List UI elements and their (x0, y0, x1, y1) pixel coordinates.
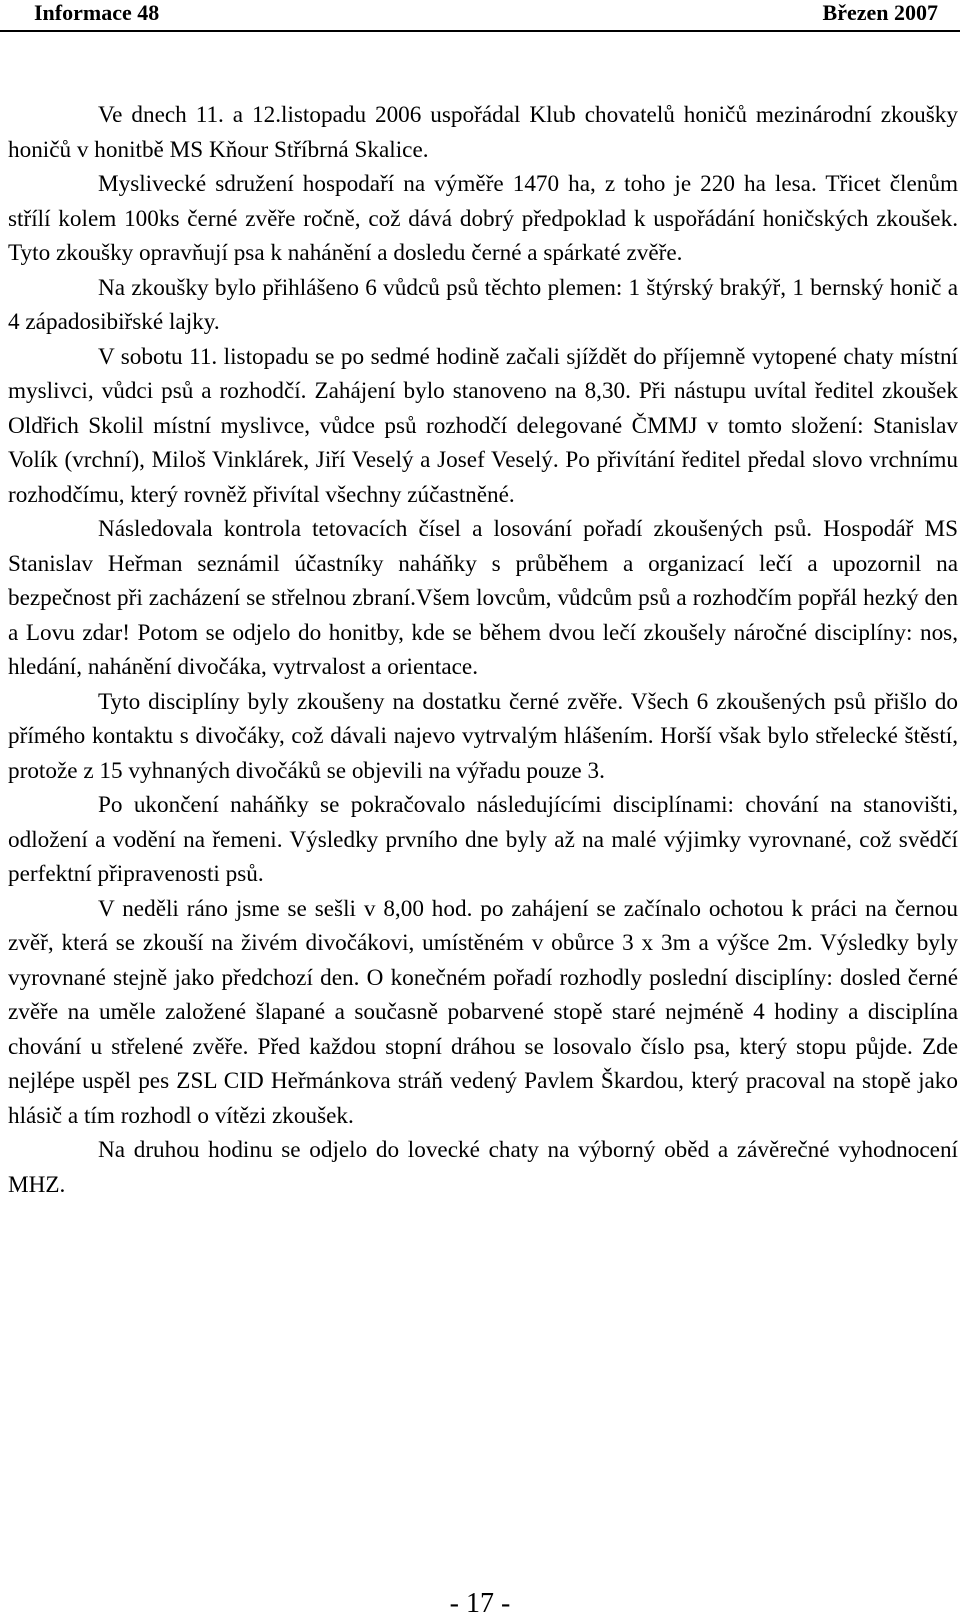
paragraph: Tyto disciplíny byly zkoušeny na dostatku černé zvěře. Všech 6 zkoušených psů přišlo do přímého kontaktu s divočáky, což dávali najevo vytrvalým hlášením. Horší však bylo střelecké štěstí, protože z 15 vyhnaných divočáků se objevili na výřadu pouze 3. (8, 688, 958, 784)
paragraph: Po ukončení naháňky se pokračovalo následujícími disciplínami: chování na stanovišti, odložení a vodění na řemeni. Výsledky prvního dne byly až na malé výjimky vyrovnané, což svědčí perfektní připravenosti psů. (8, 792, 958, 887)
header-publication: Informace 48 (34, 0, 160, 25)
paragraph: Následovala kontrola tetovacích čísel a losování pořadí zkoušených psů. Hospodář MS Stanislav Heřman seznámil účastníky naháňky s průběhem a organizací lečí a upozornil na bezpečnost při zacházení se střelnou zbraní.Všem lovcům, vůdcům psů a rozhodčím popřál hezký den a Lovu zdar! Potom se odjelo do honitby, kde se během dvou lečí zkoušely náročné disciplíny: nos, hledání, nahánění divočáka, vytrvalost a orientace. (8, 516, 958, 680)
page-number: - 17 - (449, 1588, 511, 1619)
paragraph: V neděli ráno jsme se sešli v 8,00 hod. po zahájení se začínalo ochotou k práci na černou zvěř, která se zkouší na živém divočákovi, umístěném v obůrce 3 x 3m a výšce 2m. Výsledky byly vyrovnané stejně jako předchozí den. O konečném pořadí rozhodly poslední disciplíny: dosled černé zvěře na uměle založené šlapané a současně pobarvené stopě staré nejméně 4 hodiny a disciplína chování u střelené zvěře. Před každou stopní dráhou se losovalo číslo psa, který stopu půjde. Zde nejlépe uspěl pes ZSL CID Heřmánkova stráň vedený Pavlem Škardou, který pracoval na stopě jako hlásič a tím rozhodl o vítězi zkoušek. (8, 895, 958, 1129)
paragraph: Ve dnech 11. a 12.listopadu 2006 uspořádal Klub chovatelů honičů mezinárodní zkoušky honičů v honitbě MS Kňour Stříbrná Skalice. (8, 102, 958, 163)
paragraph: Myslivecké sdružení hospodaří na výměře 1470 ha, z toho je 220 ha lesa. Třicet členům střílí kolem 100ks černé zvěře ročně, což dává dobrý předpoklad k uspořádání honičských zkoušek. Tyto zkoušky opravňují psa k nahánění a dosledu černé a spárkaté zvěře. (8, 171, 958, 266)
page-header (0, 0, 960, 32)
article-body (8, 98, 958, 1202)
paragraph: Na zkoušky bylo přihlášeno 6 vůdců psů těchto plemen: 1 štýrský brakýř, 1 bernský honič a 4 západosibiřské lajky. (8, 274, 958, 335)
paragraph: V sobotu 11. listopadu se po sedmé hodině začali sjíždět do příjemně vytopené chaty místní myslivci, vůdci psů a rozhodčí. Zahájení bylo stanoveno na 8,30. Při nástupu uvítal ředitel zkoušek Oldřich Skolil místní myslivce, vůdce psů rozhodčí delegované ČMMJ v tomto složení: Stanislav Volík (vrchní), Miloš Vinklárek, Jiří Veselý a Josef Veselý. Po přivítání ředitel předal slovo vrchnímu rozhodčímu, který rovněž přivítal všechny zúčastněné. (8, 343, 958, 508)
paragraph: Na druhou hodinu se odjelo do lovecké chaty na výborný oběd a závěrečné vyhodnocení MHZ. (8, 1137, 958, 1198)
header-date: Březen 2007 (822, 0, 938, 25)
